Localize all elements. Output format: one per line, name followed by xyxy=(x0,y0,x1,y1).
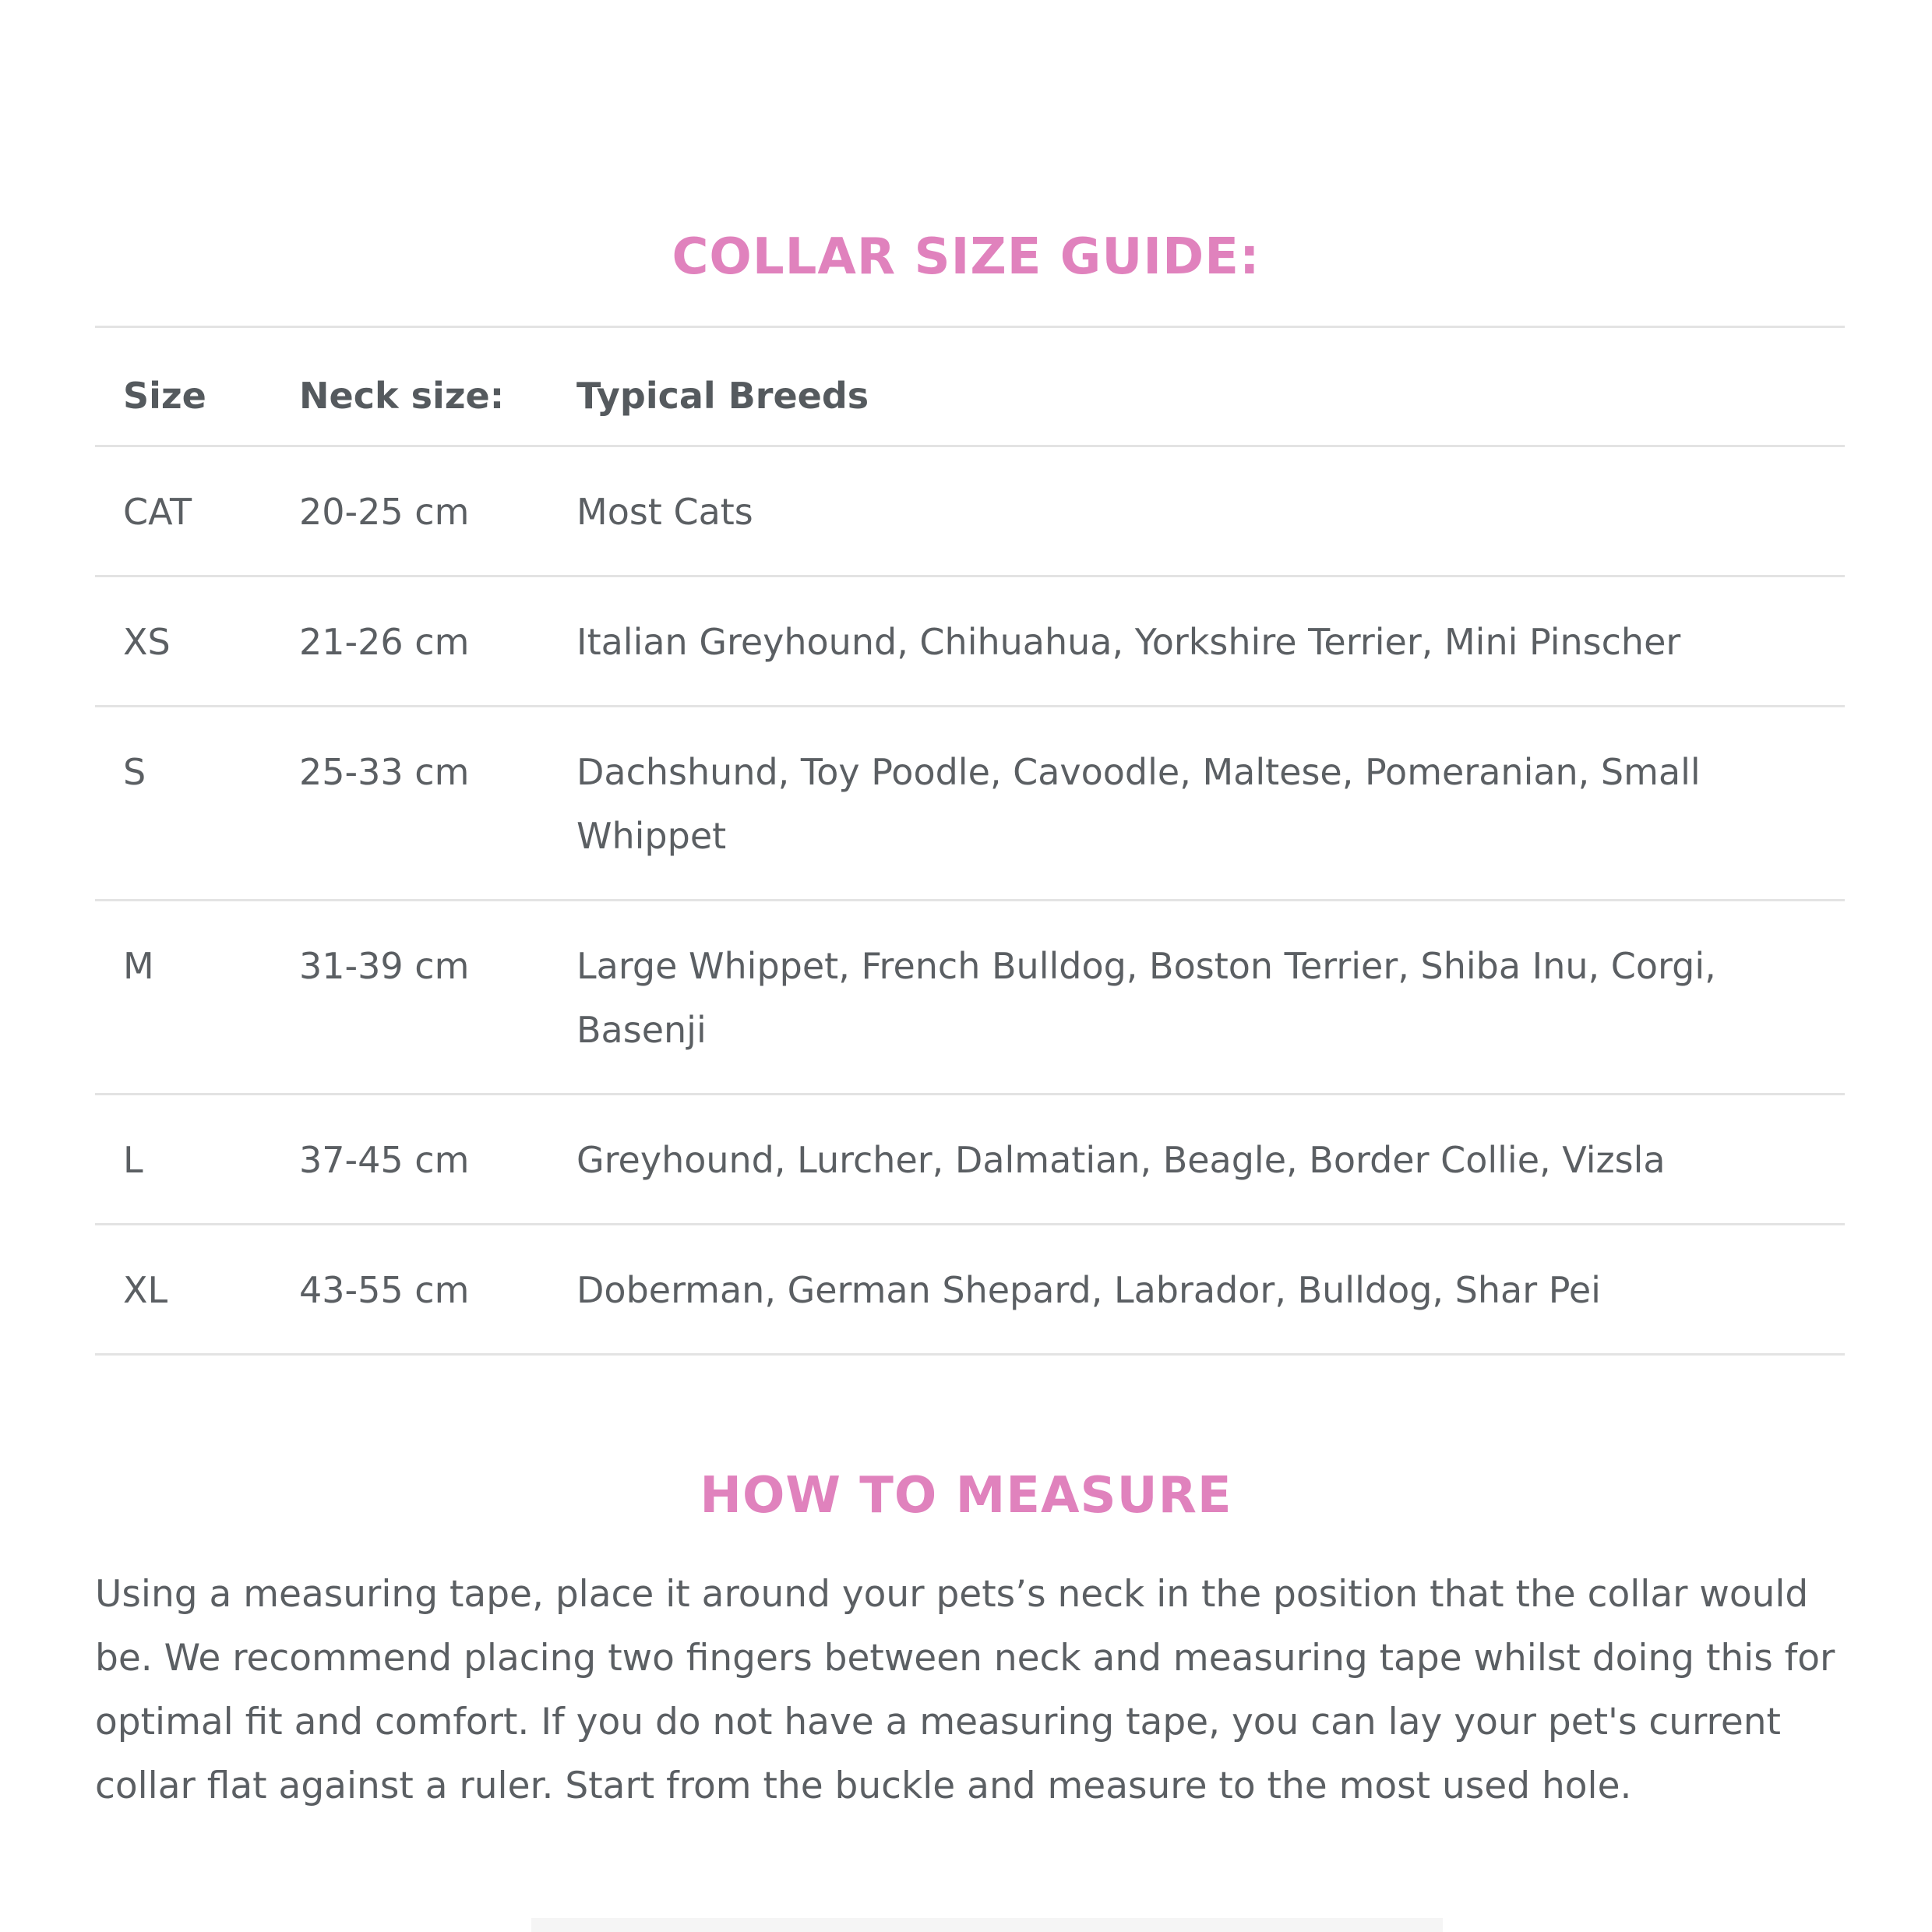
how-to-measure-title: HOW TO MEASURE xyxy=(700,1467,1232,1525)
row-neck-size: 31-39 cm xyxy=(271,901,548,1095)
table-row xyxy=(95,707,1845,901)
header-typical-breeds: Typical Breeds xyxy=(548,327,1845,446)
row-size: L xyxy=(95,1095,271,1225)
row-size: M xyxy=(95,901,271,1095)
row-breeds: Doberman, German Shepard, Labrador, Bulldog, Shar Pei xyxy=(548,1225,1845,1355)
size-guide-table xyxy=(95,326,1845,1356)
row-neck-size: 37-45 cm xyxy=(271,1095,548,1225)
row-size: CAT xyxy=(95,446,271,576)
row-breeds: Greyhound, Lurcher, Dalmatian, Beagle, Border Collie, Vizsla xyxy=(548,1095,1845,1225)
row-neck-size: 25-33 cm xyxy=(271,707,548,901)
row-breeds: Large Whippet, French Bulldog, Boston Terrier, Shiba Inu, Corgi, Basenji xyxy=(548,901,1845,1095)
row-size: S xyxy=(95,707,271,901)
row-size: XL xyxy=(95,1225,271,1355)
row-neck-size: 21-26 cm xyxy=(271,576,548,707)
row-breeds: Italian Greyhound, Chihuahua, Yorkshire Terrier, Mini Pinscher xyxy=(548,576,1845,707)
how-to-measure-text: Using a measuring tape, place it around your pets’s neck in the position that the collar would be. We recommend placing two fingers between neck and measuring tape whilst doing this for optimal fit and comfort. If you do not have a measuring tape, you can lay your pet's current collar flat against a ruler. Start from the buckle and measure to the most used hole. xyxy=(95,1573,1835,1807)
table-row xyxy=(95,576,1845,707)
header-size: Size xyxy=(95,327,271,446)
table-row xyxy=(95,901,1845,1095)
row-breeds: Most Cats xyxy=(548,446,1845,576)
table-row xyxy=(95,446,1845,576)
size-guide-title: COLLAR SIZE GUIDE: xyxy=(672,228,1260,286)
header-neck-size: Neck size: xyxy=(271,327,548,446)
row-neck-size: 20-25 cm xyxy=(271,446,548,576)
row-breeds: Dachshund, Toy Poodle, Cavoodle, Maltese, Pomeranian, Small Whippet xyxy=(548,707,1845,901)
row-neck-size: 43-55 cm xyxy=(271,1225,548,1355)
image-placeholder-edge xyxy=(531,1918,1443,1932)
table-row xyxy=(95,1095,1845,1225)
row-size: XS xyxy=(95,576,271,707)
table-row xyxy=(95,1225,1845,1355)
table-header-row xyxy=(95,327,1845,446)
